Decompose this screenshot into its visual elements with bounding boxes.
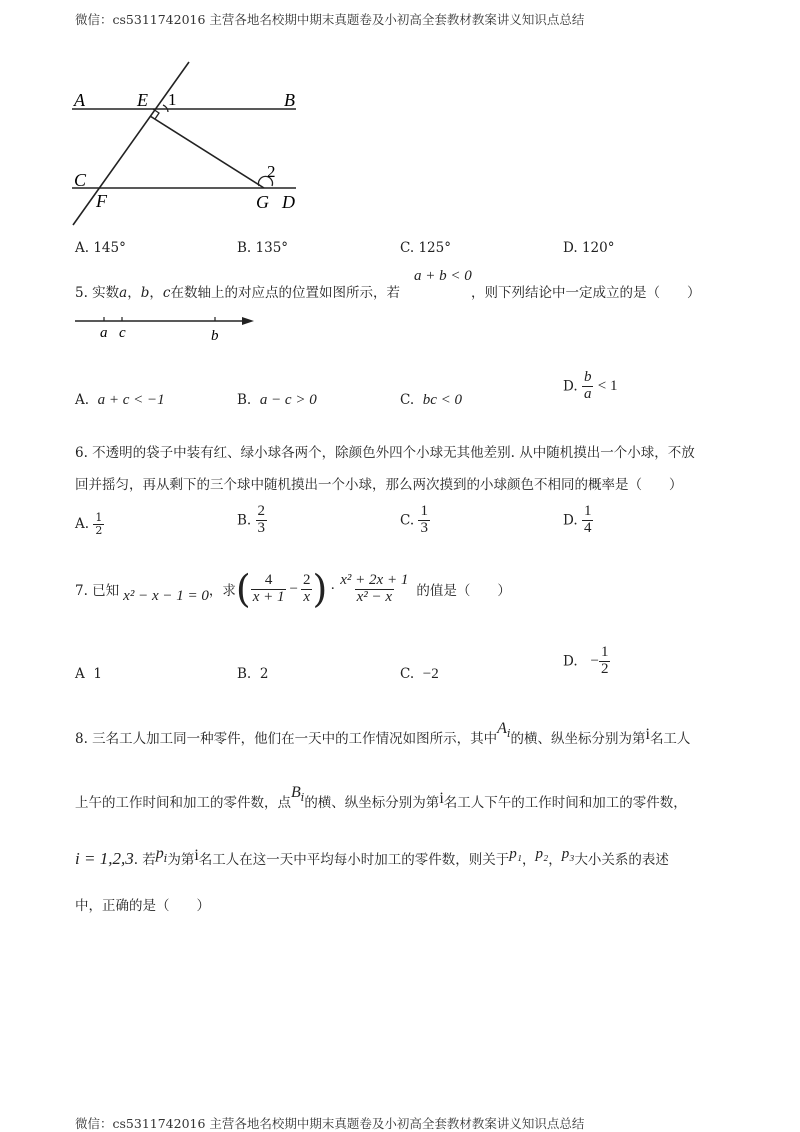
q6-option-d: D. $\frac{1}{4}$ <box>563 503 592 536</box>
q7-option-a: A 1 <box>75 666 102 682</box>
q4-option-a: A. 145° <box>75 240 126 256</box>
q7-option-d: D. − $\frac{1}{2}$ <box>563 644 609 677</box>
parallel-lines-figure <box>60 55 320 235</box>
q5-option-c: C. bc < 0 <box>400 392 463 408</box>
q6-option-b: B. $\frac{2}{3}$ <box>237 503 266 536</box>
q6-stem-line1: 6. 不透明的袋子中装有红、绿小球各两个，除颜色外四个小球无其他差别. 从中随机摸出一个小球，不放 <box>75 445 695 461</box>
q6-option-c: C. $\frac{1}{3}$ <box>400 503 428 536</box>
label-g: G <box>256 192 269 212</box>
label-e: E <box>137 90 148 110</box>
label-b: B <box>284 90 295 110</box>
number-line-arrow <box>242 317 254 325</box>
label-d: D <box>282 192 295 212</box>
page-header: 微信：cs5311742016 主营各地名校期中期末真题卷及小初高全套教材教案讲义知识点总结 <box>75 12 585 27</box>
q7-option-c: C. −2 <box>400 666 439 682</box>
q8-line3: i = 1,2,3. 若$p_i$为第i名工人在这一天中平均每小时加工的零件数，则关于p₁，p₂，p₃大小关系的表述 <box>75 845 669 868</box>
label-2: 2 <box>267 162 276 181</box>
q5-option-b: B. a − c > 0 <box>237 392 317 408</box>
label-f: F <box>96 191 107 211</box>
numberline-label-a: a <box>100 325 108 341</box>
page-footer: 微信：cs5311742016 主营各地名校期中期末真题卷及小初高全套教材教案讲义知识点总结 <box>75 1116 585 1131</box>
numberline-label-b: b <box>211 328 219 344</box>
label-c: C <box>74 170 87 190</box>
q8-line1: 8. 三名工人加工同一种零件，他们在一天中的工作情况如图所示，其中$A_i$的横、纵坐标分别为第i名工人 <box>75 720 691 747</box>
q4-option-d: D. 120° <box>563 240 615 256</box>
q7-given-equation: x² − x − 1 = 0 <box>123 587 209 604</box>
transversal-ef <box>73 62 189 225</box>
q5-condition: a + b < 0 <box>414 268 472 284</box>
q5-stem: 5. 实数a，b，c在数轴上的对应点的位置如图所示，若 <box>75 285 400 301</box>
segment-eg <box>150 116 264 188</box>
numberline-label-c: c <box>119 325 126 341</box>
q6-option-a: A. $\frac{1}{2}$ <box>75 511 103 537</box>
q4-option-c: C. 125° <box>400 240 451 256</box>
number-line <box>70 310 270 346</box>
q4-option-b: B. 135° <box>237 240 289 256</box>
q5-option-d: D. $\frac{b}{a}$ < 1 <box>563 369 618 402</box>
label-a: A <box>74 90 85 110</box>
q8-line2: 上午的工作时间和加工的零件数，点$B_i$的横、纵坐标分别为第i名工人下午的工作时间和加工的零件数， <box>75 784 687 811</box>
q7-option-b: B. 2 <box>237 666 269 682</box>
q7-stem: 7. 已知 x² − x − 1 = 0 ，求 ( $\frac{4}{x + 1}$ − $\frac{2}{x}$ ) · $\frac{\text{x² + 2x + 1}}{\text{x² − x}}$ 的值是（ ） <box>75 567 511 611</box>
q5-stem-end: ，则下列结论中一定成立的是（ ） <box>471 285 701 301</box>
q5-option-a: A. a + c < −1 <box>75 392 165 408</box>
q8-line4: 中，正确的是（ ） <box>75 898 210 914</box>
q6-stem-line2: 回并摇匀，再从剩下的三个球中随机摸出一个小球，那么两次摸到的小球颜色不相同的概率是（ ） <box>75 477 683 493</box>
label-1: 1 <box>168 90 177 109</box>
